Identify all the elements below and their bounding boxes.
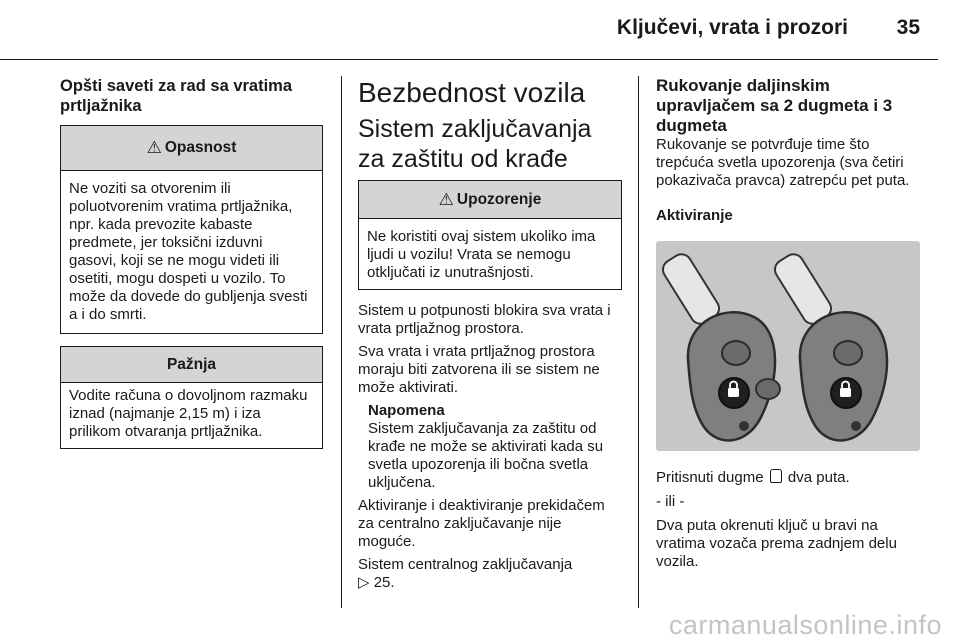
press-button-text: Pritisnuti dugme dva puta. — [656, 469, 850, 486]
column-divider-2 — [638, 76, 639, 608]
caution-box-text: Vodite računa o dovoljnom razmaku iznad (najmanje 2,15 m) i iza prilikom otvaranja prtljažnika. — [69, 387, 308, 440]
intro-text: Rukovanje se potvrđuje time što trepćuća svetla upozorenja (sva četiri pokazivača pravca) zatrepću pet puta. — [656, 136, 910, 189]
section-heading-remote: Rukovanje daljinskim upravljačem sa 2 dugmeta i 3 dugmeta — [656, 76, 893, 135]
section-heading-tailgate: Opšti saveti za rad sa vratima prtljažnika — [60, 77, 293, 115]
warning-box-title: Upozorenje — [456, 190, 542, 208]
key-fob-right — [771, 251, 887, 441]
lock-icon — [770, 469, 782, 483]
sub-heading: Sistem zaključavanja za zaštitu od krađe — [358, 115, 592, 173]
paragraph: Sva vrata i vrata prtljažnog prostora moraju biti zatvorena ili se sistem ne može aktivirati. — [358, 343, 600, 396]
caution-box-title: Pažnja — [166, 355, 217, 373]
key-fob-left — [659, 251, 780, 441]
or-text: - ili - — [656, 493, 685, 510]
note — [368, 402, 622, 492]
danger-box-title: Opasnost — [164, 139, 237, 156]
warning-box-text: Ne koristiti ovaj sistem ukoliko ima ljudi u vozilu! Vrata se nemogu otključati iz unutrašnjosti. — [367, 228, 596, 281]
note-title: Napomena — [368, 402, 445, 419]
column-3 — [656, 76, 920, 571]
warning-box-header — [359, 181, 621, 219]
paragraph: Sistem u potpunosti blokira sva vrata i vrata prtljažnog prostora. — [358, 302, 611, 337]
watermark: carmanualsonline.info — [668, 610, 942, 640]
page-number: 35 — [896, 16, 920, 39]
reference-page: 25. — [373, 574, 395, 591]
remote-keys-illustration — [656, 241, 920, 451]
danger-box-text: Ne voziti sa otvorenim ili poluotvorenim vratima prtljažnika, npr. kada prevozite kabaste predmete, jer toksični izduvni gasovi, koji se ne mogu videti ili osetiti, mogu dospeti u vozilo. To može da dovede do gubljenja svesti a i do smrti. — [69, 180, 308, 323]
danger-box — [60, 125, 323, 334]
column-1 — [60, 76, 323, 449]
warning-box — [358, 180, 622, 290]
header-rule — [0, 59, 938, 60]
remote-keys-image — [656, 241, 920, 451]
column-divider-1 — [341, 76, 342, 608]
paragraph: Aktiviranje i deaktiviranje prekidačem za centralno zaključavanje nije moguće. — [358, 497, 605, 550]
activation-label: Aktiviranje — [656, 207, 733, 224]
note-text: Sistem zaključavanja za zaštitu od krađe ne može se aktivirati kada su svetla upozorenja ili bočna svetla uključena. — [368, 420, 604, 491]
main-heading: Bezbednost vozila — [358, 77, 586, 108]
warning-triangle-icon: ⚠ — [438, 189, 454, 209]
danger-box-header — [61, 126, 322, 171]
caution-box — [60, 346, 323, 449]
column-2 — [358, 76, 622, 592]
final-text: Dva puta okrenuti ključ u bravi na vratima vozača prema zadnjem delu vozila. — [656, 517, 897, 570]
warning-triangle-icon: ⚠ — [146, 138, 162, 157]
page-reference[interactable] — [358, 574, 622, 592]
reference-arrow-icon: ▷ — [358, 574, 370, 591]
page-title: Ključevi, vrata i prozori — [616, 16, 848, 39]
paragraph: Sistem centralnog zaključavanja — [358, 556, 573, 573]
caution-box-header — [61, 347, 322, 383]
